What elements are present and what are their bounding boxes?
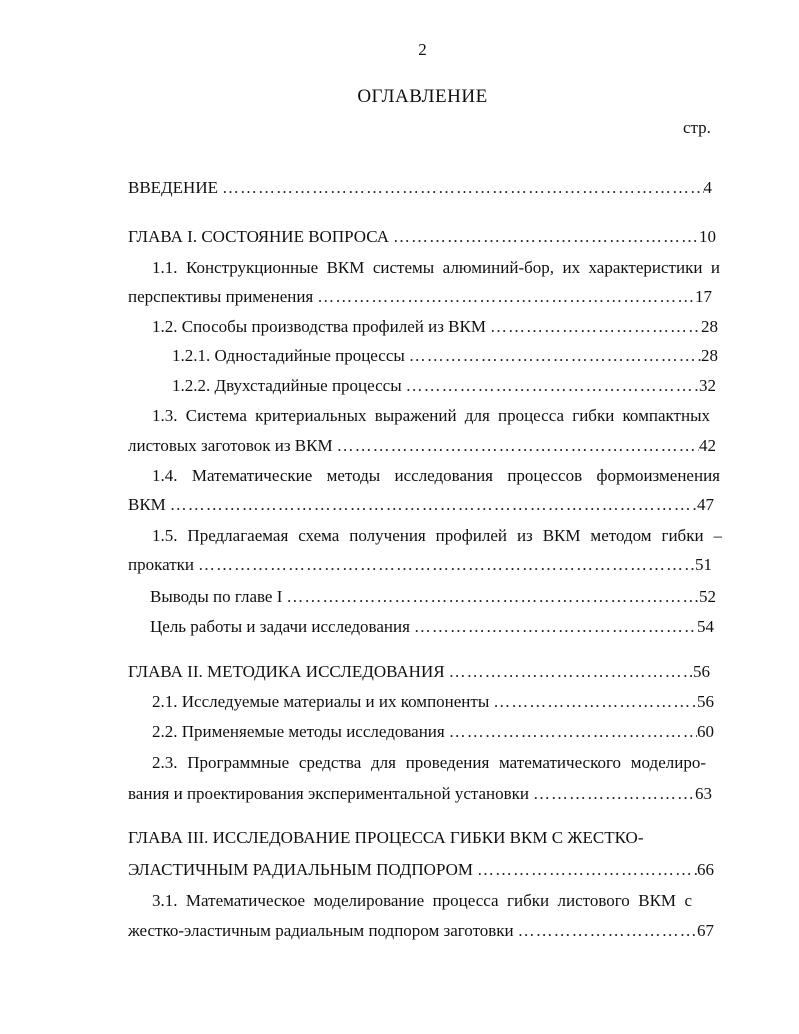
toc-entry-text: ВВЕДЕНИЕ <box>128 178 218 197</box>
toc-entry-text: 2.2. Применяемые методы исследования <box>152 722 445 741</box>
toc-leader-dots <box>218 177 704 199</box>
toc-leader-dots <box>313 286 695 308</box>
toc-entry-page: 66 <box>697 860 714 879</box>
toc-leader-dots <box>445 721 697 743</box>
toc-entry-page: 42 <box>699 436 716 455</box>
toc-entry-text: вания и проектирования экспериментальной установки <box>128 784 530 803</box>
toc-entry-text: ВКМ <box>128 495 166 514</box>
toc-entry-1-2-1[interactable] <box>172 345 718 367</box>
toc-entry-chapter-1[interactable] <box>128 226 716 248</box>
toc-entry-page: 52 <box>699 587 716 606</box>
toc-entry-text: ГЛАВА II. МЕТОДИКА ИССЛЕДОВАНИЯ <box>128 662 445 681</box>
toc-leader-dots <box>194 554 695 576</box>
toc-entry-text: Цель работы и задачи исследования <box>150 617 410 636</box>
toc-entry-page: 51 <box>695 555 712 574</box>
toc-entry-text: ЭЛАСТИЧНЫМ РАДИАЛЬНЫМ ПОДПОРОМ <box>128 860 474 879</box>
toc-entry-1-3[interactable] <box>128 435 716 457</box>
toc-entry-text: 1.2.1. Одностадийные процессы <box>172 346 405 365</box>
toc-entry-3-1-line1: 3.1. Математическое моделирование процесса гибки листового ВКМ с <box>152 891 692 910</box>
toc-entry-1-1-line1: 1.1. Конструкционные ВКМ системы алюминий-бор, их характеристики и <box>152 258 720 277</box>
toc-entry-2-3-line1: 2.3. Программные средства для проведения математического моделиро- <box>152 753 706 772</box>
toc-leader-dots <box>410 616 697 638</box>
toc-entry-text: жестко-эластичным радиальным подпором заготовки <box>128 921 514 940</box>
toc-entry-3-1[interactable] <box>128 920 714 942</box>
toc-leader-dots <box>282 586 699 608</box>
toc-entry-2-2[interactable] <box>152 721 714 743</box>
toc-entry-page: 10 <box>699 227 716 246</box>
toc-entry-1-4-line1: 1.4. Математические методы исследования процессов формоизменения <box>152 466 720 485</box>
toc-leader-dots <box>486 316 701 338</box>
toc-entry-introduction[interactable] <box>128 177 712 199</box>
toc-entry-chapter-3-line1: ГЛАВА III. ИССЛЕДОВАНИЕ ПРОЦЕССА ГИБКИ ВКМ С ЖЕСТКО- <box>128 828 644 847</box>
toc-entry-2-1[interactable] <box>152 691 714 713</box>
toc-leader-dots <box>333 435 699 457</box>
toc-title: ОГЛАВЛЕНИЕ <box>357 86 488 107</box>
toc-entry-page: 28 <box>701 317 718 336</box>
toc-entry-page: 32 <box>699 376 716 395</box>
toc-entry-page: 54 <box>697 617 714 636</box>
toc-entry-page: 28 <box>701 346 718 365</box>
toc-entry-text: 2.1. Исследуемые материалы и их компоненты <box>152 692 490 711</box>
toc-entry-text: Выводы по главе I <box>150 587 283 606</box>
toc-leader-dots <box>166 494 697 516</box>
toc-entry-page: 4 <box>703 178 712 197</box>
toc-entry-1-4[interactable] <box>128 494 714 516</box>
toc-entry-page: 56 <box>693 662 710 681</box>
toc-leader-dots <box>489 691 697 713</box>
toc-leader-dots <box>445 661 693 683</box>
toc-entry-page: 17 <box>695 287 712 306</box>
toc-leader-dots <box>473 859 697 881</box>
toc-leader-dots <box>405 345 701 367</box>
toc-entry-1-2[interactable] <box>152 316 718 338</box>
toc-entry-text: 1.2.2. Двухстадийные процессы <box>172 376 402 395</box>
toc-entry-text: ГЛАВА I. СОСТОЯНИЕ ВОПРОСА <box>128 227 390 246</box>
toc-entry-text: листовых заготовок из ВКМ <box>128 436 333 455</box>
toc-entry-1-5[interactable] <box>128 554 712 576</box>
toc-entry-page: 67 <box>697 921 714 940</box>
toc-entry-1-3-line1: 1.3. Система критериальных выражений для процесса гибки компактных <box>152 406 710 425</box>
toc-leader-dots <box>389 226 699 248</box>
toc-entry-goals[interactable] <box>150 616 714 638</box>
toc-entry-chapter-3[interactable] <box>128 859 714 881</box>
toc-entry-page: 60 <box>697 722 714 741</box>
toc-entry-chapter-1-conclusions[interactable] <box>150 586 716 608</box>
toc-entry-text: прокатки <box>128 555 194 574</box>
toc-entry-text: 1.2. Способы производства профилей из ВКМ <box>152 317 486 336</box>
toc-entry-text: перспективы применения <box>128 287 314 306</box>
toc-entry-1-1[interactable] <box>128 286 712 308</box>
toc-leader-dots <box>529 783 695 805</box>
toc-entry-1-2-2[interactable] <box>172 375 716 397</box>
page-number: 2 <box>418 40 427 59</box>
toc-entry-2-3[interactable] <box>128 783 712 805</box>
toc-entry-page: 63 <box>695 784 712 803</box>
toc-entry-page: 56 <box>697 692 714 711</box>
page-column-label: стр. <box>683 118 711 137</box>
toc-leader-dots <box>514 920 697 942</box>
toc-entry-chapter-2[interactable] <box>128 661 710 683</box>
toc-leader-dots <box>402 375 699 397</box>
toc-entry-page: 47 <box>697 495 714 514</box>
toc-entry-1-5-line1: 1.5. Предлагаемая схема получения профилей из ВКМ методом гибки – <box>152 526 722 545</box>
